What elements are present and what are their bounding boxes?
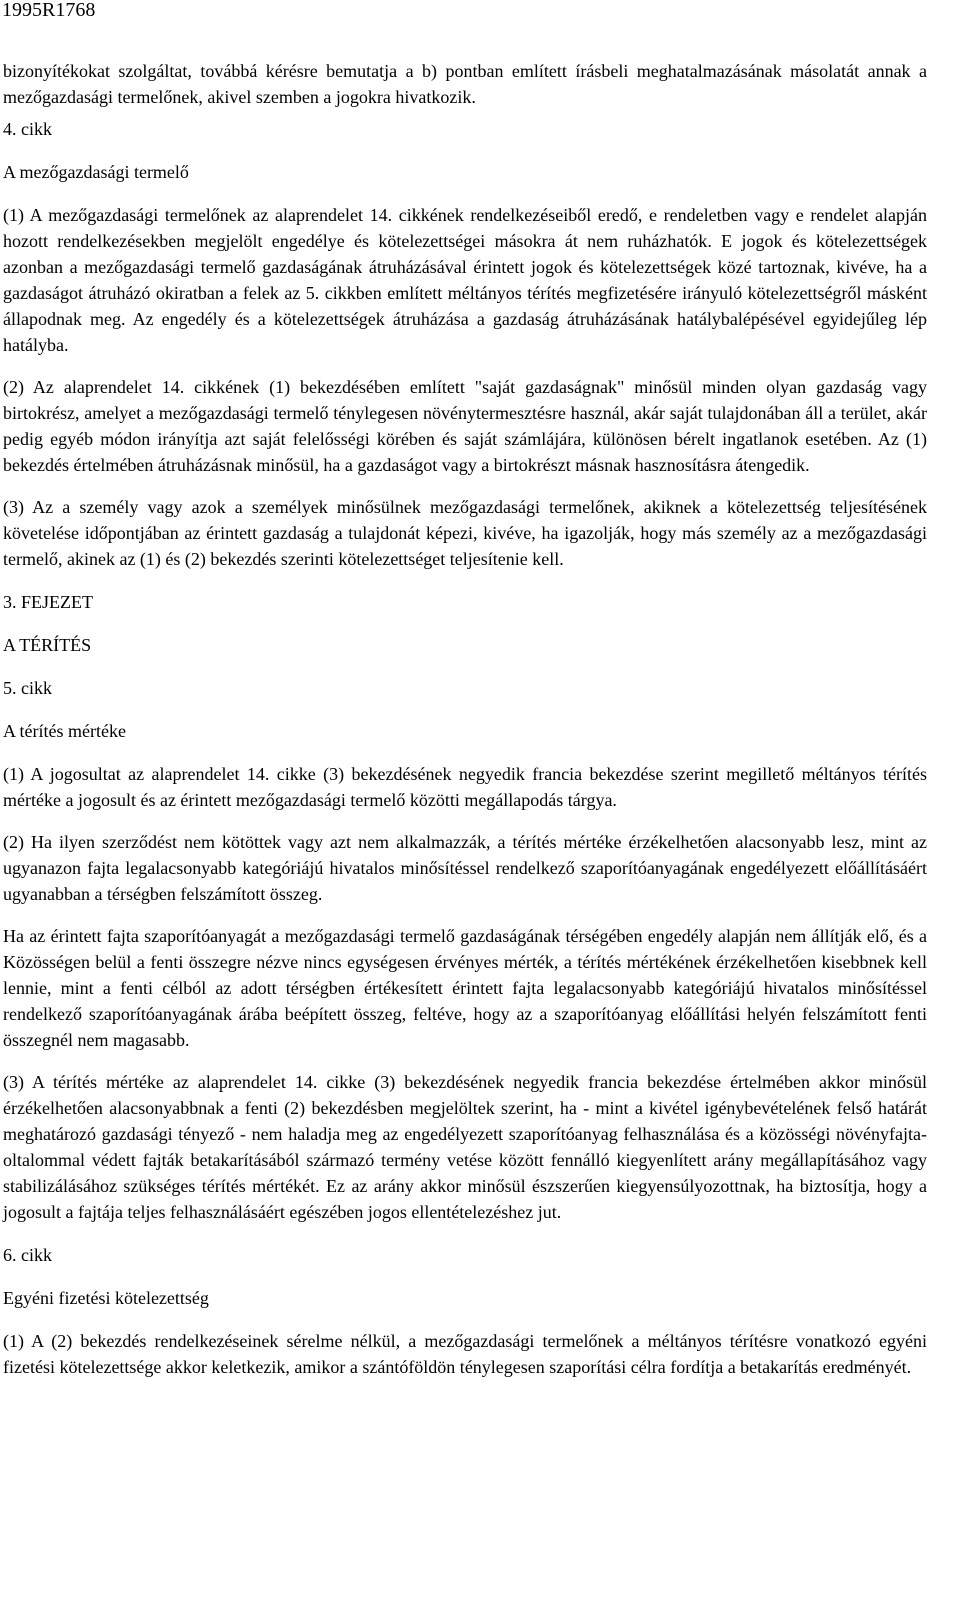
chapter-3-title: A TÉRÍTÉS — [3, 635, 92, 655]
paragraph-continuation: bizonyítékokat szolgáltat, továbbá kérésre bemutatja a b) pontban említett írásbeli meghatalmazásának másolatát annak a mezőgazdasági termelőnek, akivel szemben a jogokra hivatkozik. — [3, 61, 927, 107]
document-id: 1995R1768 — [2, 0, 96, 21]
article-5-paragraph-3: (3) A térítés mértéke az alaprendelet 14. cikke (3) bekezdésének negyedik francia bekezdése értelmében akkor minősül érzékelhetően alacsonyabbnak a fenti (2) bekezdésben megjelöltek szerint, ha - mint a kivétel igénybevételének felső határát meghatározó gazdasági tényező - nem haladja meg az engedélyezett szaporítóanyag felhasználása és a közösségi növényfajta-oltalommal védett fajták betakarításából származó termény vetése között fennálló kiegyenlített arány megállapításához vagy stabilizálásához szükséges térítés mértékét. Ez az arány akkor minősül észszerűen kiegyensúlyozottnak, ha biztosítja, hogy a jogosult a fajtája teljes felhasználásáért egészében jogos ellentételezéshez jut. — [3, 1072, 927, 1222]
article-5-heading: 5. cikk — [3, 678, 52, 698]
article-4-paragraph-3: (3) Az a személy vagy azok a személyek minősülnek mezőgazdasági termelőnek, akiknek a kötelezettség teljesítésének követelése időpontjában az érintett gazdaság a tulajdonát képezi, kivéve, ha igazolják, hogy más személy az a mezőgazdasági termelő, akinek az (1) és (2) bekezdés szerinti kötelezettséget teljesítenie kell. — [3, 497, 927, 569]
article-4-title: A mezőgazdasági termelő — [3, 162, 189, 182]
article-5-title: A térítés mértéke — [3, 721, 126, 741]
article-6-title: Egyéni fizetési kötelezettség — [3, 1288, 209, 1308]
article-5-paragraph-2: (2) Ha ilyen szerződést nem kötöttek vagy azt nem alkalmazzák, a térítés mértéke érzékelhetően alacsonyabb lesz, mint az ugyanazon fajta legalacsonyabb kategóriájú hivatalos minősítéssel rendelkező szaporítóanyagának engedélyezett előállításáért ugyanabban a térségben felszámított összeg. — [3, 832, 927, 904]
article-4-paragraph-1: (1) A mezőgazdasági termelőnek az alaprendelet 14. cikkének rendelkezéseiből eredő, e rendeletben vagy e rendelet alapján hozott rendelkezésekben megjelölt engedélye és kötelezettségei másokra át nem ruházhatók. E jogok és kötelezettségek azonban a mezőgazdasági termelő gazdaságának átruházásával érintett jogok és kötelezettségek közé tartoznak, kivéve, ha a gazdaságot átruházó okiratban a felek az 5. cikkben említett méltányos térítés megfizetésére irányuló kötelezettségről másként állapodnak meg. Az engedély és a kötelezettségek átruházása a gazdaság átruházásának hatálybalépésével egyidejűleg lép hatályba. — [3, 205, 927, 355]
article-4-paragraph-2: (2) Az alaprendelet 14. cikkének (1) bekezdésében említett "saját gazdaságnak" minősül minden olyan gazdaság vagy birtokrész, amelyet a mezőgazdasági termelő ténylegesen növénytermesztésre használ, akár saját tulajdonában áll a terület, akár pedig egyéb módon irányítja azt saját felelősségi körében és saját számlájára, különösen bérelt ingatlanok esetében. Az (1) bekezdés értelmében átruházásnak minősül, ha a gazdaságot vagy a birtokrészt másnak hasznosításra átengedik. — [3, 377, 927, 475]
article-6-paragraph-1: (1) A (2) bekezdés rendelkezéseinek sérelme nélkül, a mezőgazdasági termelőnek a méltányos térítésre vonatkozó egyéni fizetési kötelezettsége akkor keletkezik, amikor a szántóföldön ténylegesen szaporítási célra fordítja a betakarítás eredményét. — [3, 1331, 927, 1377]
document-body — [3, 58, 927, 1380]
chapter-3-heading: 3. FEJEZET — [3, 592, 93, 612]
article-6-heading: 6. cikk — [3, 1245, 52, 1265]
article-5-paragraph-2-continued: Ha az érintett fajta szaporítóanyagát a mezőgazdasági termelő gazdaságának térségében engedély alapján nem állítják elő, és a Közösségen belül a fenti összegre nézve nincs egységesen érvényes mérték, a térítés mértékének érzékelhetően kisebbnek kell lennie, mint a fenti célból az adott térségben értékesített érintett fajta legalacsonyabb kategóriájú hivatalos minősítéssel rendelkező szaporítóanyagának árába beépített összeg, feltéve, hogy az a szaporítóanyag előállítási helyén felszámított fenti összegnél nem magasabb. — [3, 926, 927, 1050]
article-4-heading: 4. cikk — [3, 119, 52, 139]
article-5-paragraph-1: (1) A jogosultat az alaprendelet 14. cikke (3) bekezdésének negyedik francia bekezdése szerint megillető méltányos térítés mértéke a jogosult és az érintett mezőgazdasági termelő közötti megállapodás tárgya. — [3, 764, 927, 810]
